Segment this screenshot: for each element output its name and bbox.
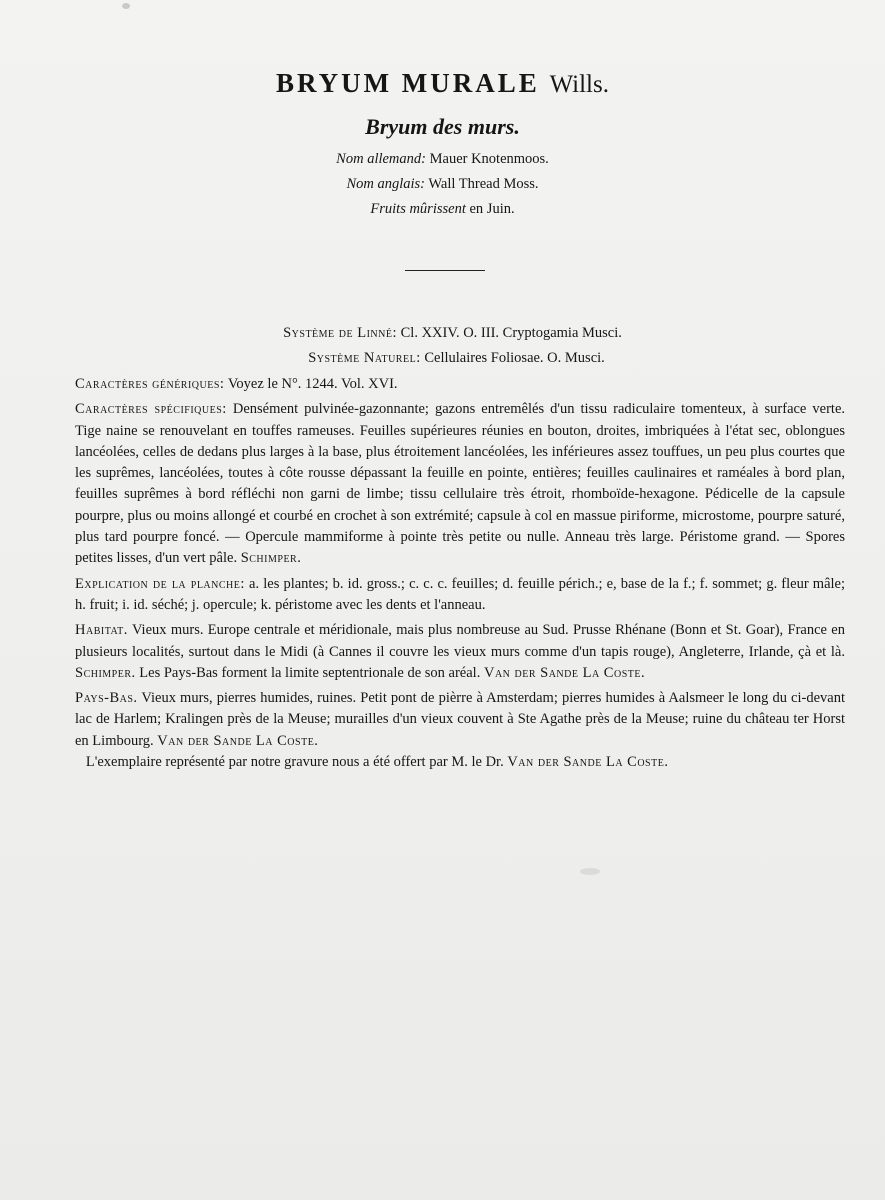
english-name-line [0, 176, 885, 193]
plate-explanation-paragraph [75, 574, 845, 617]
netherlands-text: Vieux murs, pierres humides, ruines. Petit pont de pièrre à Amsterdam; pierres humides à Aalsmeer le long du ci-devant lac de Harlem; Kralingen près de la Meuse; murailles d'un vieux couvent à Ste Agathe près de la Meuse; ruine du château ter Horst en Limbourg. [75, 690, 845, 749]
linne-system-label: Système de Linné: [283, 325, 398, 341]
description-body [75, 374, 845, 777]
german-name-line [0, 151, 885, 168]
netherlands-author: Van der Sande La Coste. [157, 732, 319, 749]
specimen-note-text: L'exemplaire représenté par notre gravure nous a été offert par M. le Dr. [85, 754, 504, 771]
habitat-text-2: Les Pays-Bas forment la limite septentrionale de son aréal. [139, 664, 481, 681]
section-divider [405, 270, 485, 271]
netherlands-label: Pays-Bas. [75, 690, 138, 707]
linne-system-value: Cl. XXIV. O. III. Cryptogamia Musci. [400, 325, 622, 341]
linne-system-line [0, 325, 885, 342]
plate-explanation-label: Explication de la planche: [75, 575, 245, 592]
generic-characters-paragraph [75, 374, 845, 395]
natural-system-label: Système Naturel: [308, 350, 421, 366]
french-common-name: Bryum des murs. [365, 114, 520, 139]
species-name: BRYUM MURALE [276, 68, 540, 98]
german-name-value: Mauer Knotenmoos. [429, 151, 549, 167]
natural-system-line [0, 350, 885, 367]
habitat-author-1: Schimper. [75, 664, 136, 681]
specimen-note-author: Van der Sande La Coste. [507, 754, 669, 771]
specific-characters-label: Caractères spécifiques: [75, 401, 227, 418]
habitat-label: Habitat. [75, 622, 128, 639]
specific-characters-paragraph [75, 399, 845, 569]
habitat-text-1: Vieux murs. Europe centrale et méridionale, mais plus nombreuse au Sud. Prusse Rhénane (Bonn et St. Goar), France en plusieurs localités, surtout dans le Midi (à Cannes il couvre les vieux murs comme d'un tapis rouge), Angleterre, Irlande, çà et là. [75, 622, 845, 660]
netherlands-paragraph [75, 688, 845, 773]
habitat-author-2: Van der Sande La Coste. [483, 664, 646, 681]
english-name-value: Wall Thread Moss. [428, 176, 539, 192]
paper-speck [580, 868, 600, 875]
species-author: Wills. [549, 71, 609, 98]
plate-explanation-text: a. les plantes; b. id. gross.; c. c. c. feuilles; d. feuille périch.; e, base de la f.; f. sommet; g. fleur mâle; h. fruit; i. id. séché; j. opercule; k. péristome avec les dents et l'anneau. [75, 575, 846, 613]
habitat-paragraph [75, 620, 845, 684]
english-name-label: Nom anglais: [346, 176, 426, 192]
specific-characters-author: Schimper. [240, 550, 302, 567]
german-name-label: Nom allemand: [336, 151, 426, 167]
fruiting-label: Fruits mûrissent [370, 201, 466, 217]
specific-characters-text: Densément pulvinée-gazonnante; gazons entremêlés d'un tissu radiculaire tomenteux, à surface verte. Tige naine se renouvelant en touffes rameuses. Feuilles supérieures réunies en bouton, droites, imbriquées à l'état sec, oblongues lancéolées, celles de dedans plus larges à la base, plus étroitement lancéolées, les inférieures assez touffues, un peu plus courtes que les suprêmes, lancéolées, toutes à côte rousse dépassant la feuille en pointe, entières; feuilles caulinaires et raméales à bord plan, feuilles suprêmes à bord réfléchi non garni de limbe; tissu cellulaire très étroit, rhomboïde-hexagone. Pédicelle de la capsule pourpre, plus ou moins allongé et courbé en crochet à son extrémité; capsule à col en massue piriforme, microstome, pourpre saturé, plus tard pourpre foncé. — Opercule mammiforme à pointe très petite ou nulle. Anneau très large. Péristome grand. — Spores petites lisses, d'un vert pâle. [75, 401, 846, 567]
fruiting-line [0, 201, 885, 218]
generic-characters-label: Caractères génériques: [75, 376, 225, 392]
paper-speck [122, 3, 130, 9]
page-title [0, 68, 885, 99]
natural-system-value: Cellulaires Foliosae. O. Musci. [424, 350, 605, 366]
generic-characters-text: Voyez le N°. 1244. Vol. XVI. [227, 376, 398, 392]
fruiting-value: en Juin. [469, 201, 515, 217]
